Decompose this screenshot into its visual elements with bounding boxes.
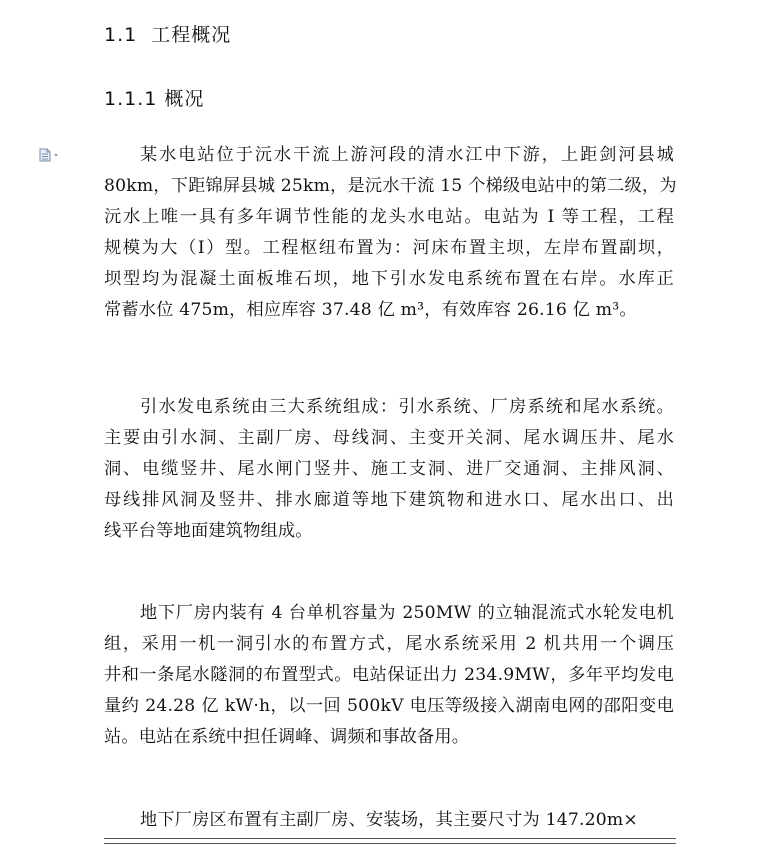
text-line: 主要由引水洞、主副厂房、母线洞、主变开关洞、尾水调压井、尾水 bbox=[104, 428, 674, 448]
text-line: 洞、电缆竖井、尾水闸门竖井、施工支洞、进厂交通洞、主排风洞、 bbox=[104, 459, 674, 479]
text-line: 地下厂房区布置有主副厂房、安装场，其主要尺寸为 147.20m× bbox=[140, 810, 639, 830]
paragraph-powerhouse-area bbox=[104, 805, 674, 836]
paragraph-menu-button[interactable] bbox=[38, 148, 62, 162]
text-line: 线平台等地面建筑物组成。 bbox=[104, 521, 313, 541]
text-line: 常蓄水位 475m，相应库容 37.48 亿 m³，有效库容 26.16 亿 m³。 bbox=[104, 300, 637, 320]
paragraph-powerhouse bbox=[104, 598, 674, 753]
text-line: 站。电站在系统中担任调峰、调频和事故备用。 bbox=[104, 727, 470, 747]
text-line: 母线排风洞及竖井、排水廊道等地下建筑物和进水口、尾水出口、出 bbox=[104, 490, 674, 510]
text-line: 80km，下距锦屏县城 25km，是沅水干流 15 个梯级电站中的第二级，为 bbox=[104, 176, 677, 196]
page-bottom-rule bbox=[104, 838, 676, 844]
paragraph-overview bbox=[104, 140, 677, 326]
text-line: 某水电站位于沅水干流上游河段的清水江中下游，上距剑河县城 bbox=[140, 145, 674, 165]
text-line: 组，采用一机一洞引水的布置方式，尾水系统采用 2 机共用一个调压 bbox=[104, 634, 674, 654]
text-line: 规模为大（I）型。工程枢纽布置为：河床布置主坝，左岸布置副坝， bbox=[104, 238, 674, 258]
paragraph-power-system bbox=[104, 392, 674, 547]
text-line: 坝型均为混凝土面板堆石坝，地下引水发电系统布置在右岸。水库正 bbox=[104, 269, 674, 289]
text-line: 地下厂房内装有 4 台单机容量为 250MW 的立轴混流式水轮发电机 bbox=[140, 603, 674, 623]
subsection-heading: 1.1.1 概况 bbox=[104, 88, 205, 110]
document-dropdown-icon bbox=[38, 148, 62, 162]
text-line: 引水发电系统由三大系统组成：引水系统、厂房系统和尾水系统。 bbox=[140, 397, 674, 417]
section-heading: 1.1 工程概况 bbox=[104, 24, 232, 46]
text-line: 井和一条尾水隧洞的布置型式。电站保证出力 234.9MW，多年平均发电 bbox=[104, 665, 674, 685]
text-line: 沅水上唯一具有多年调节性能的龙头水电站。电站为 I 等工程，工程 bbox=[104, 207, 674, 227]
text-line: 量约 24.28 亿 kW·h，以一回 500kV 电压等级接入湖南电网的邵阳变电 bbox=[104, 696, 674, 716]
